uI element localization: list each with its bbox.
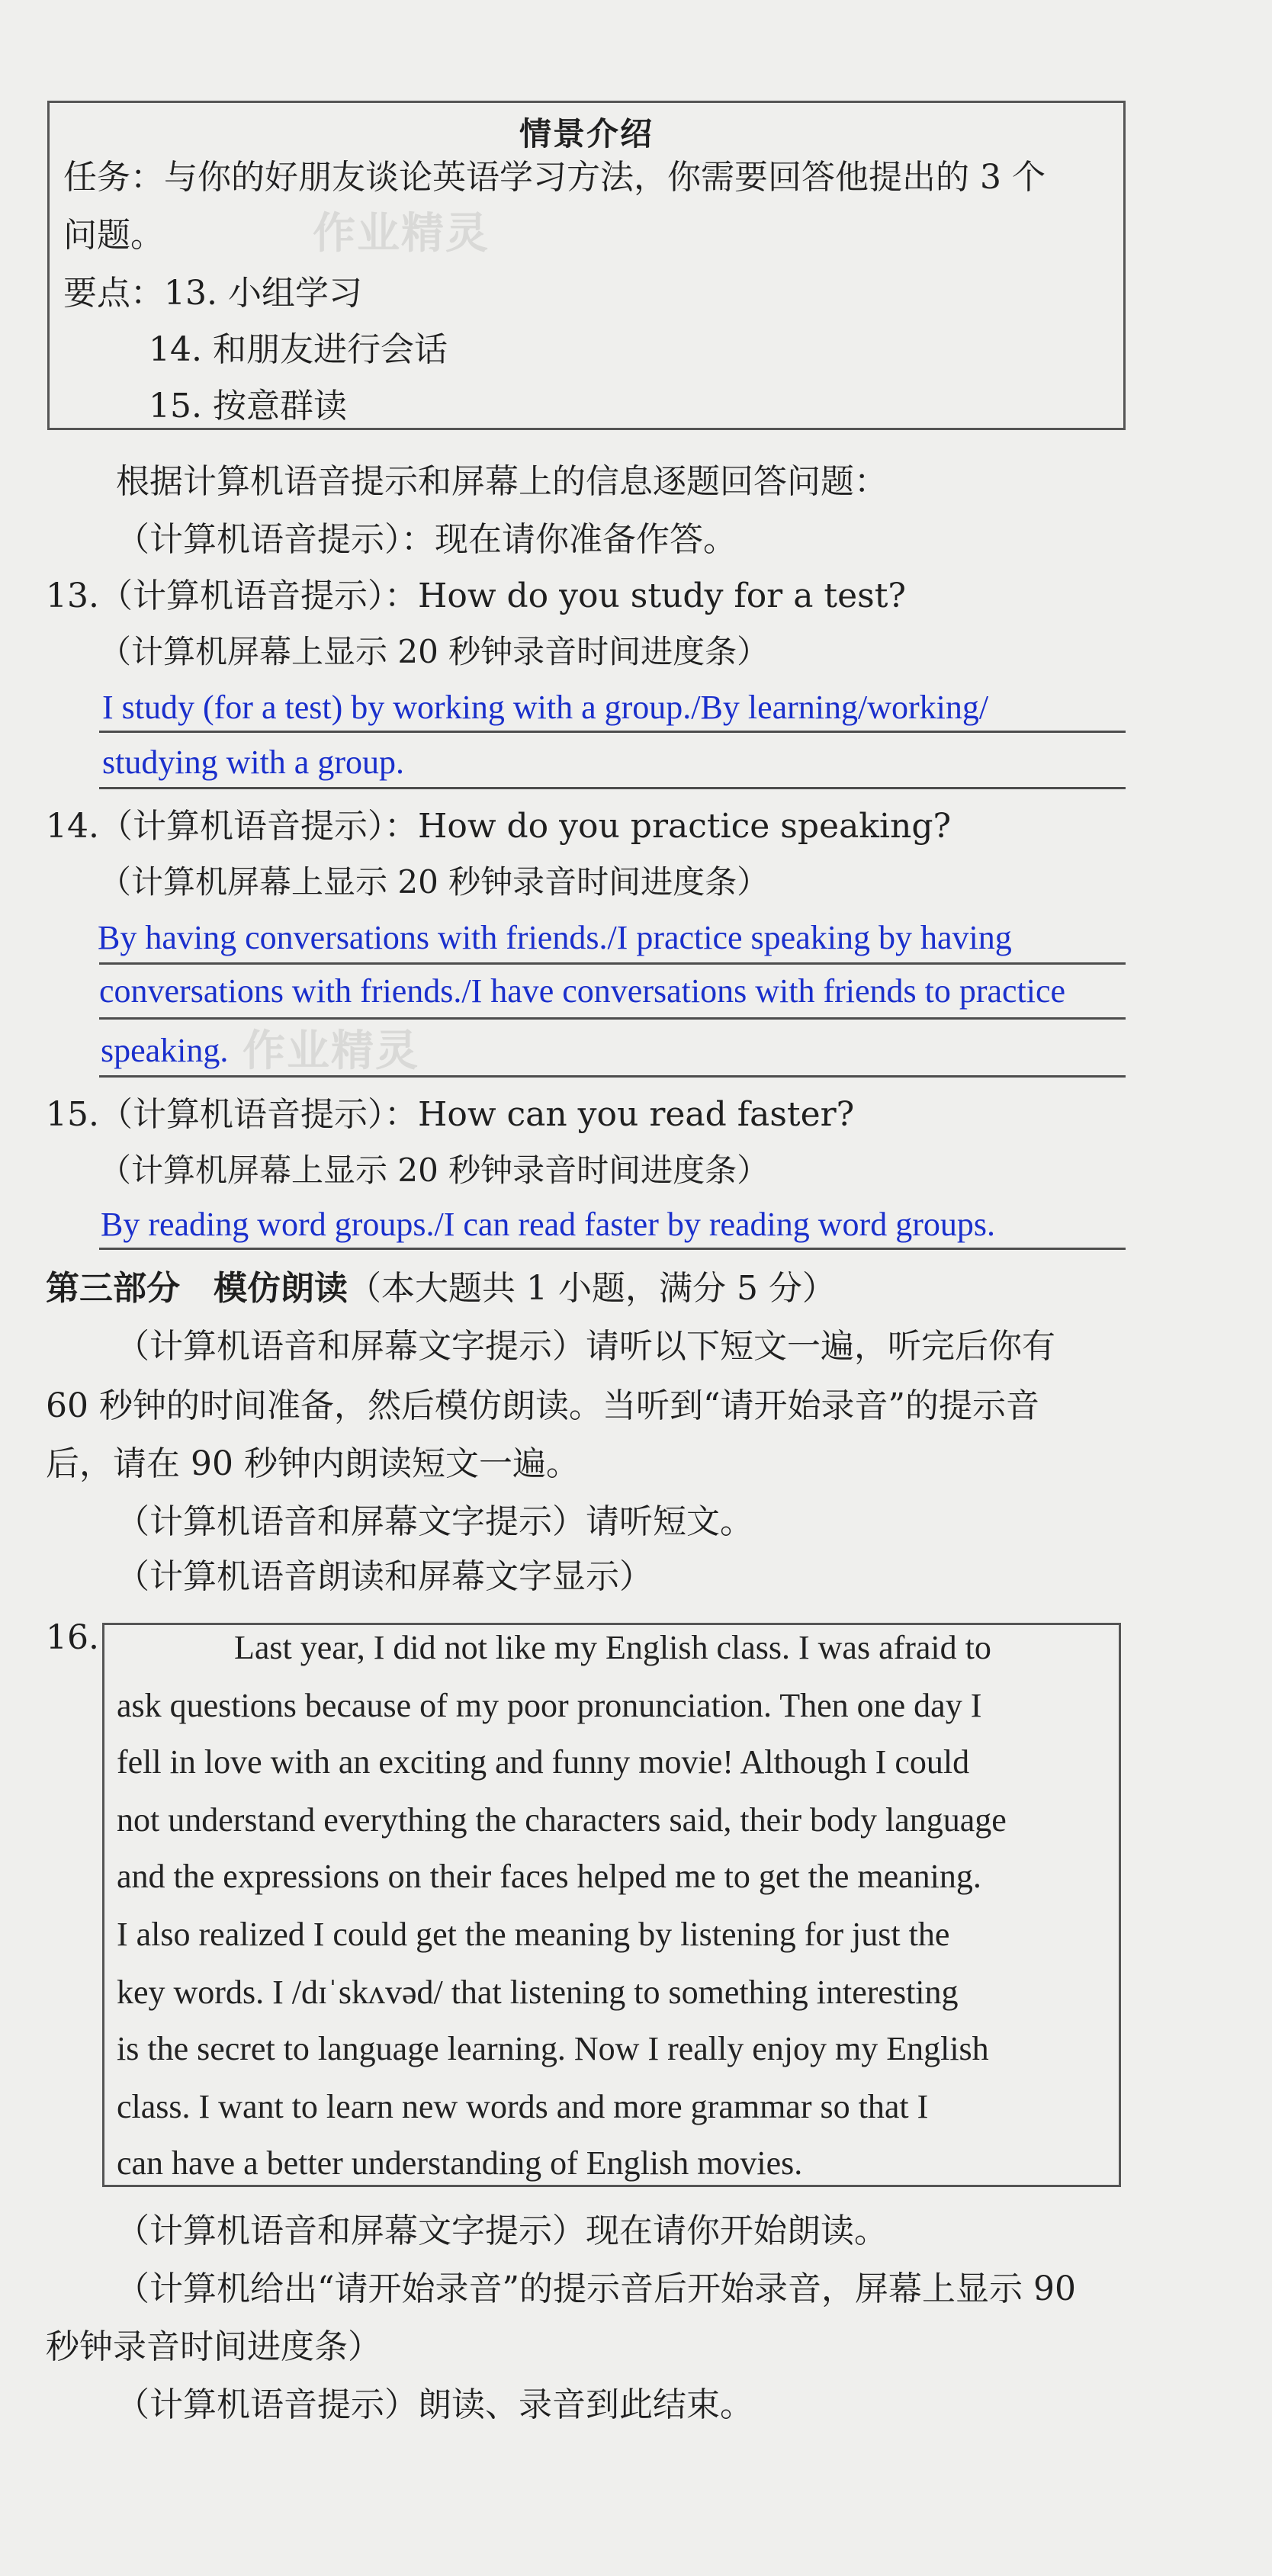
answer-rule bbox=[99, 962, 1126, 965]
part3-heading-note: （本大题共 1 小题，满分 5 分） bbox=[348, 1269, 836, 1308]
scenario-point-15: 15. 按意群读 bbox=[149, 387, 347, 426]
passage-line: not understand everything the characters said, their body language bbox=[117, 1801, 1007, 1839]
part3-paragraph-line-3: 后，请在 90 秒钟内朗读短文一遍。 bbox=[46, 1444, 580, 1483]
answer-14-line-3: speaking. bbox=[101, 1032, 229, 1069]
passage-line: and the expressions on their faces helped me to get the meaning. bbox=[117, 1858, 981, 1895]
passage-line: can have a better understanding of English movies. bbox=[117, 2144, 803, 2182]
question-15-screen-note: （计算机屏幕上显示 20 秒钟录音时间进度条） bbox=[99, 1151, 769, 1189]
scenario-task-line-1: 任务：与你的好朋友谈论英语学习方法，你需要回答他提出的 3 个 bbox=[63, 158, 1046, 197]
part3-start-reading: （计算机语音和屏幕文字提示）现在请你开始朗读。 bbox=[116, 2211, 888, 2250]
passage-line: fell in love with an exciting and funny movie! Although I could bbox=[117, 1743, 970, 1781]
answer-rule bbox=[99, 787, 1126, 789]
question-13: 13.（计算机语音提示）：How do you study for a test? bbox=[46, 577, 906, 615]
answer-14-line-2: conversations with friends./I have conversations with friends to practice bbox=[99, 972, 1066, 1010]
answer-14-line-1: By having conversations with friends./I practice speaking by having bbox=[98, 919, 1012, 956]
answer-rule bbox=[99, 1248, 1126, 1250]
scenario-task-line-2: 问题。 bbox=[63, 216, 164, 255]
question-15: 15.（计算机语音提示）：How can you read faster? bbox=[46, 1095, 855, 1134]
watermark-logo: 作业精灵 bbox=[313, 209, 490, 259]
instruction-intro-2: （计算机语音提示）：现在请你准备作答。 bbox=[116, 520, 737, 559]
item-number-16: 16. bbox=[46, 1618, 99, 1657]
passage-line: Last year, I did not like my English class. I was afraid to bbox=[234, 1629, 991, 1666]
passage-box bbox=[102, 1623, 1121, 2187]
scenario-title: 情景介绍 bbox=[519, 115, 654, 153]
passage-line: is the secret to language learning. Now I really enjoy my English bbox=[117, 2030, 989, 2067]
part3-heading bbox=[46, 1269, 836, 1308]
passage-line: ask questions because of my poor pronunciation. Then one day I bbox=[117, 1687, 982, 1724]
part3-listen-note: （计算机语音和屏幕文字提示）请听短文。 bbox=[116, 1502, 753, 1541]
part3-paragraph-line-1: （计算机语音和屏幕文字提示）请听以下短文一遍，听完后你有 bbox=[116, 1327, 1055, 1366]
passage-line: key words. I /dɪˈskʌvəd/ that listening to something interesting bbox=[117, 1974, 959, 2011]
answer-rule bbox=[99, 1017, 1126, 1020]
question-14: 14.（计算机语音提示）：How do you practice speaking? bbox=[46, 807, 952, 846]
answer-15-line-1: By reading word groups./I can read faster by reading word groups. bbox=[101, 1206, 995, 1243]
scenario-box bbox=[47, 101, 1126, 430]
part3-display-note: （计算机语音朗读和屏幕文字显示） bbox=[116, 1557, 653, 1596]
answer-rule bbox=[99, 731, 1126, 733]
instruction-intro-1: 根据计算机语音提示和屏幕上的信息逐题回答问题： bbox=[116, 462, 888, 501]
answer-rule bbox=[99, 1075, 1126, 1078]
question-13-screen-note: （计算机屏幕上显示 20 秒钟录音时间进度条） bbox=[99, 633, 769, 670]
passage-line: class. I want to learn new words and more grammar so that I bbox=[117, 2088, 929, 2125]
answer-13-line-1: I study (for a test) by working with a group./By learning/working/ bbox=[102, 689, 989, 726]
part3-record-line-1: （计算机给出“请开始录音”的提示音后开始录音，屏幕上显示 90 bbox=[116, 2269, 1076, 2308]
answer-13-line-2: studying with a group. bbox=[102, 744, 404, 781]
part3-paragraph-line-2: 60 秒钟的时间准备，然后模仿朗读。当听到“请开始录音”的提示音 bbox=[46, 1386, 1039, 1425]
watermark-logo: 作业精灵 bbox=[243, 1026, 419, 1076]
part3-heading-title: 第三部分 模仿朗读 bbox=[46, 1269, 348, 1308]
scenario-point-13: 要点：13. 小组学习 bbox=[63, 274, 362, 313]
passage-line: I also realized I could get the meaning by listening for just the bbox=[117, 1916, 950, 1953]
scenario-point-14: 14. 和朋友进行会话 bbox=[149, 330, 448, 369]
part3-end-note: （计算机语音提示）朗读、录音到此结束。 bbox=[116, 2385, 753, 2424]
part3-record-line-2: 秒钟录音时间进度条） bbox=[46, 2327, 381, 2366]
question-14-screen-note: （计算机屏幕上显示 20 秒钟录音时间进度条） bbox=[99, 863, 769, 901]
